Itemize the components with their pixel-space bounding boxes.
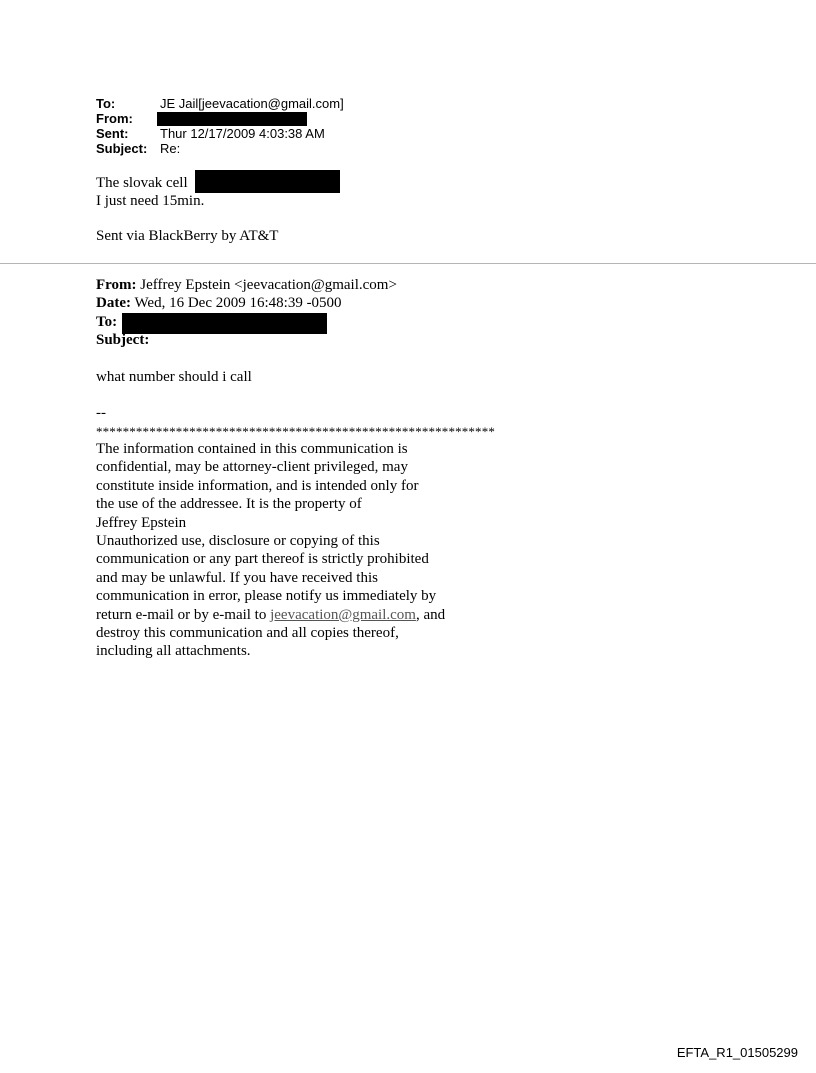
- fwd-to-label: To:: [96, 314, 118, 330]
- disclaimer-line: including all attachments.: [96, 643, 251, 660]
- redaction-box: [122, 313, 327, 334]
- header-to-row: [96, 97, 344, 110]
- header-subject-row: [96, 142, 180, 155]
- disclaimer-line: The information contained in this communication is: [96, 441, 408, 457]
- disclaimer-line: destroy this communication and all copies thereof,: [96, 625, 399, 642]
- separator-line: [0, 263, 816, 264]
- sent-label: Sent:: [96, 126, 129, 141]
- fwd-subject-label: Subject:: [96, 332, 150, 348]
- fwd-from-value: Jeffrey Epstein <jeevacation@gmail.com>: [140, 277, 397, 293]
- document-id: EFTA_R1_01505299: [676, 1045, 798, 1060]
- disclaimer-line: return e-mail or by e-mail to: [96, 606, 267, 623]
- reply-line-1: The slovak cell: [96, 175, 188, 191]
- header-from-row: [96, 112, 160, 125]
- disclaimer-line: communication or any part thereof is strictly prohibited: [96, 551, 429, 568]
- fwd-from-row: [96, 276, 397, 294]
- disclaimer-after-link: , and: [415, 606, 446, 623]
- disclaimer-line: Jeffrey Epstein: [96, 514, 187, 531]
- fwd-date-label: Date:: [96, 295, 131, 311]
- header-sent-row: [96, 127, 325, 140]
- subject-label: Subject:: [96, 141, 148, 156]
- disclaimer-line: the use of the addressee. It is the property of: [96, 496, 362, 513]
- reply-line-2: I just need 15min.: [96, 193, 205, 209]
- fwd-date-value: Wed, 16 Dec 2009 16:48:39 -0500: [134, 295, 342, 311]
- to-label: To:: [96, 96, 116, 111]
- to-value: JE Jail[jeevacation@gmail.com]: [160, 96, 344, 111]
- fwd-date-row: [96, 294, 342, 312]
- email-link[interactable]: jeevacation@gmail.com: [270, 606, 416, 623]
- disclaimer-line: communication in error, please notify us immediately by: [96, 588, 437, 605]
- disclaimer-line-with-link: [96, 606, 445, 624]
- disclaimer-line: and may be unlawful. If you have received this: [96, 569, 378, 586]
- subject-value: Re:: [160, 141, 181, 156]
- fwd-body: what number should i call: [96, 369, 252, 385]
- fwd-to-row: [96, 313, 117, 331]
- fwd-subject-row: [96, 331, 149, 349]
- disclaimer-line: constitute inside information, and is intended only for: [96, 477, 419, 494]
- disclaimer-line: Unauthorized use, disclosure or copying of this: [96, 533, 380, 550]
- fwd-from-label: From:: [96, 277, 137, 293]
- reply-signature: Sent via BlackBerry by AT&T: [96, 228, 279, 244]
- sent-value: Thur 12/17/2009 4:03:38 AM: [160, 126, 325, 141]
- redaction-box: [157, 112, 307, 126]
- disclaimer-line: confidential, may be attorney-client privileged, may: [96, 459, 408, 476]
- disclaimer-block: [96, 440, 445, 661]
- disclaimer-dashes: --: [96, 405, 106, 421]
- from-label: From:: [96, 111, 133, 126]
- disclaimer-stars: ************************************************************: [96, 424, 495, 439]
- redaction-box: [195, 170, 340, 193]
